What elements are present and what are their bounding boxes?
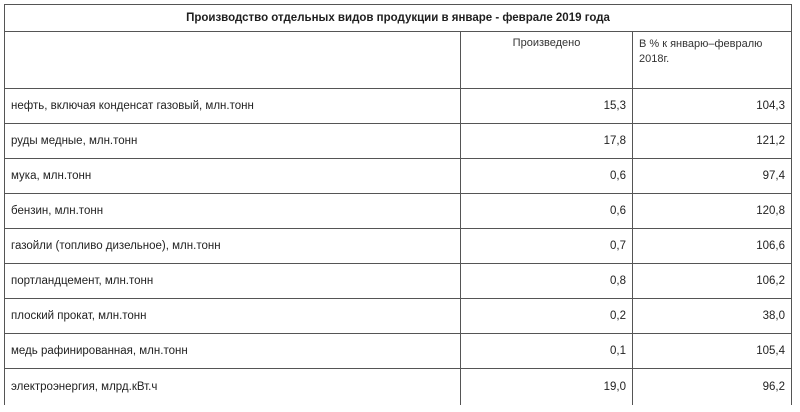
row-percent: 38,0 (633, 299, 792, 334)
row-name: портландцемент, млн.тонн (5, 264, 461, 299)
row-produced: 0,6 (461, 159, 633, 194)
row-percent: 104,3 (633, 89, 792, 124)
table-row (5, 194, 792, 229)
row-name: бензин, млн.тонн (5, 194, 461, 229)
row-produced: 17,8 (461, 124, 633, 159)
row-name: руды медные, млн.тонн (5, 124, 461, 159)
row-produced: 15,3 (461, 89, 633, 124)
row-produced: 0,7 (461, 229, 633, 264)
table-header-row (5, 32, 792, 89)
table-row (5, 334, 792, 369)
row-produced: 0,6 (461, 194, 633, 229)
row-percent: 121,2 (633, 124, 792, 159)
table-title: Производство отдельных видов продукции в январе - феврале 2019 года (5, 5, 792, 32)
row-percent: 106,2 (633, 264, 792, 299)
row-name: плоский прокат, млн.тонн (5, 299, 461, 334)
row-percent: 106,6 (633, 229, 792, 264)
table-row (5, 159, 792, 194)
row-produced: 0,2 (461, 299, 633, 334)
table-row (5, 299, 792, 334)
row-produced: 0,8 (461, 264, 633, 299)
row-percent: 96,2 (633, 369, 792, 406)
header-produced: Произведено (461, 32, 633, 89)
row-name: мука, млн.тонн (5, 159, 461, 194)
row-name: нефть, включая конденсат газовый, млн.тонн (5, 89, 461, 124)
row-percent: 105,4 (633, 334, 792, 369)
production-table-container (4, 4, 791, 408)
row-percent: 120,8 (633, 194, 792, 229)
table-row (5, 264, 792, 299)
row-produced: 19,0 (461, 369, 633, 406)
row-name: газойли (топливо дизельное), млн.тонн (5, 229, 461, 264)
row-name: электроэнергия, млрд.кВт.ч (5, 369, 461, 406)
table-row (5, 369, 792, 406)
row-percent: 97,4 (633, 159, 792, 194)
row-produced: 0,1 (461, 334, 633, 369)
header-percent: В % к январю–февралю 2018г. (633, 32, 792, 89)
header-name (5, 32, 461, 89)
table-title-row (5, 5, 792, 32)
table-row (5, 124, 792, 159)
row-name: медь рафинированная, млн.тонн (5, 334, 461, 369)
table-row (5, 89, 792, 124)
production-table (4, 4, 792, 405)
table-row (5, 229, 792, 264)
